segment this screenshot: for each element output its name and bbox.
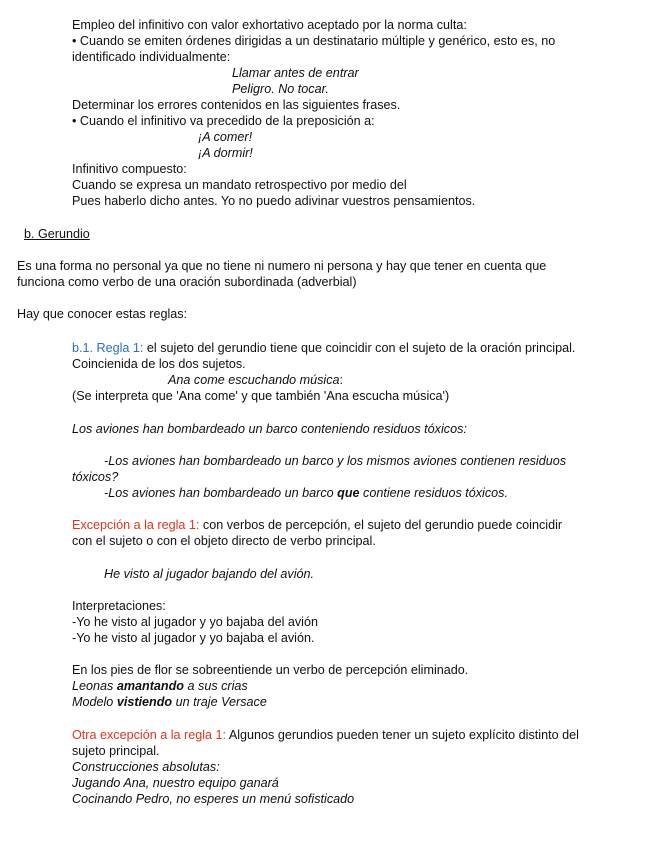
rule-1-label: b.1. Regla 1: bbox=[72, 341, 144, 355]
text-line: Cuando se expresa un mandato retrospectivo por medio del bbox=[72, 178, 407, 192]
section-heading: b. Gerundio bbox=[24, 227, 90, 241]
exception-line bbox=[72, 517, 562, 533]
exception-text: Algunos gerundios pueden tener un sujeto explícito distinto del bbox=[226, 728, 579, 742]
emphasis-word: que bbox=[337, 486, 360, 500]
example-text: Modelo bbox=[72, 695, 117, 709]
text-line: Infinitivo compuesto: bbox=[72, 162, 187, 176]
example-line: Construcciones absolutas: bbox=[72, 760, 220, 774]
text-line: -Yo he visto al jugador y yo bajaba del avión bbox=[72, 615, 318, 629]
example-line bbox=[72, 694, 267, 710]
example-text: a sus crias bbox=[184, 679, 248, 693]
example-text: un traje Versace bbox=[172, 695, 267, 709]
text-line: Interpretaciones: bbox=[72, 599, 166, 613]
text-line: Empleo del infinitivo con valor exhortativo aceptado por la norma culta: bbox=[72, 18, 467, 32]
example-text: Leonas bbox=[72, 679, 117, 693]
exception-label: Otra excepción a la regla 1: bbox=[72, 728, 227, 742]
example-line bbox=[104, 485, 508, 501]
example-text: contiene residuos tóxicos. bbox=[359, 486, 508, 500]
example-line: Jugando Ana, nuestro equipo ganará bbox=[72, 776, 279, 790]
text-line: Determinar los errores contenidos en las siguientes frases. bbox=[72, 98, 401, 112]
rule-1-line bbox=[72, 340, 575, 356]
text-line: -Yo he visto al jugador y yo bajaba el avión. bbox=[72, 631, 315, 645]
example-line: Peligro. No tocar. bbox=[232, 82, 329, 96]
example-line: ¡A comer! bbox=[198, 130, 253, 144]
bullet-item: • Cuando el infinitivo va precedido de la preposición a: bbox=[72, 114, 375, 128]
exception-line bbox=[72, 727, 579, 743]
bullet-item: • Cuando se emiten órdenes dirigidas a un destinatario múltiple y genérico, esto es, no bbox=[72, 34, 556, 48]
emphasis-word: vistiendo bbox=[116, 695, 173, 709]
text-line: con el sujeto o con el objeto directo de verbo principal. bbox=[72, 534, 376, 548]
exception-text: con verbos de percepción, el sujeto del gerundio puede coincidir bbox=[199, 518, 563, 532]
example-line bbox=[72, 678, 248, 694]
example-line bbox=[168, 372, 343, 388]
text-line: En los pies de flor se sobreentiende un verbo de percepción eliminado. bbox=[72, 663, 469, 677]
paragraph-line: Es una forma no personal ya que no tiene ni numero ni persona y hay que tener en cuenta que bbox=[17, 259, 547, 273]
example-line: Llamar antes de entrar bbox=[232, 66, 359, 80]
example-line: Los aviones han bombardeado un barco conteniendo residuos tóxicos: bbox=[72, 422, 467, 436]
text-line: Coincienida de los dos sujetos. bbox=[72, 357, 246, 371]
emphasis-word: amantando bbox=[116, 679, 185, 693]
example-text: Ana come escuchando música bbox=[168, 373, 340, 387]
rule-1-text: el sujeto del gerundio tiene que coincidir con el sujeto de la oración principal. bbox=[143, 341, 576, 355]
text-line: identificado individualmente: bbox=[72, 50, 231, 64]
example-line: Cocinando Pedro, no esperes un menú sofisticado bbox=[72, 792, 355, 806]
example-line: ¡A dormir! bbox=[198, 146, 253, 160]
example-text: -Los aviones han bombardeado un barco bbox=[104, 486, 338, 500]
text-line: sujeto principal. bbox=[72, 744, 160, 758]
text-line: Pues haberlo dicho antes. Yo no puedo adivinar vuestros pensamientos. bbox=[72, 194, 476, 208]
paragraph-line: Hay que conocer estas reglas: bbox=[17, 307, 188, 321]
example-line: -Los aviones han bombardeado un barco y los mismos aviones contienen residuos bbox=[104, 454, 567, 468]
colon: : bbox=[339, 373, 344, 387]
text-line: (Se interpreta que 'Ana come' y que también 'Ana escucha música') bbox=[72, 389, 450, 403]
paragraph-line: funciona como verbo de una oración subordinada (adverbial) bbox=[17, 275, 357, 289]
example-line: tóxicos? bbox=[72, 470, 119, 484]
exception-label: Excepción a la regla 1: bbox=[72, 518, 200, 532]
example-line: He visto al jugador bajando del avión. bbox=[104, 567, 315, 581]
